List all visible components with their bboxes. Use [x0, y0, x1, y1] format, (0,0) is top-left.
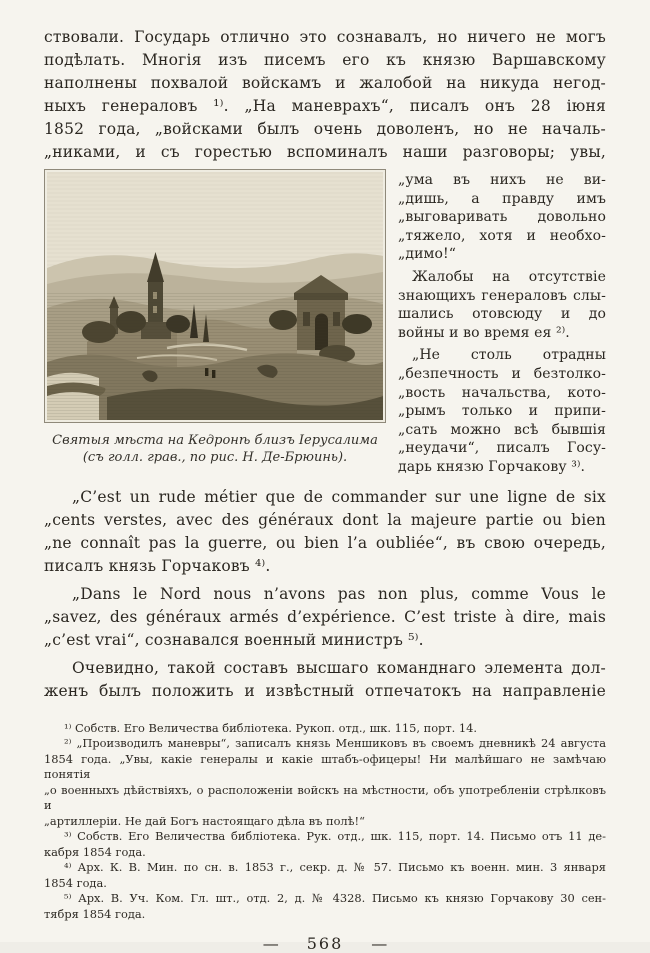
- text-line: „ума въ нихъ не ви-: [398, 172, 606, 188]
- footnote-5: [44, 891, 606, 922]
- text-line: „рымъ только и припи-: [398, 403, 606, 420]
- text-line: ¹⁾ Собств. Его Величества библіотека. Рукоп. отд., шк. 115, порт. 14.: [64, 720, 478, 735]
- text-line: ⁵⁾ Арх. В. Уч. Ком. Гл. шт., отд. 2, д. № 4328. Письмо къ князю Горчакову 30 сен-: [64, 891, 606, 905]
- text-line: тября 1854 года.: [44, 906, 146, 921]
- text-line: кабря 1854 года.: [44, 844, 146, 859]
- page-number-value: 568: [306, 934, 344, 953]
- kedron-engraving-art: [47, 172, 383, 420]
- page-number-dash-left: —: [262, 934, 279, 953]
- figure-caption-title: Святыя мѣста на Кедронѣ близъ Іерусалима: [52, 433, 378, 448]
- footnote-4: [44, 860, 606, 891]
- text-line: „безпечность и безтолко-: [398, 365, 606, 382]
- paragraph-intro: [44, 26, 606, 164]
- text-line: наполнены похвалой войскамъ и жалобой на никуда негод-: [44, 74, 606, 92]
- text-line: 1854 года.: [44, 875, 107, 890]
- footnote-1: [44, 721, 606, 737]
- text-line: 1852 года, „войсками былъ очень доволенъ, но не началь-: [44, 120, 606, 138]
- text-line: „c’est vrai“, сознавался военный министръ ⁵⁾.: [44, 630, 424, 649]
- paragraph-french-gorchakov: [44, 486, 606, 578]
- text-line: „никами, и съ горестью вспоминалъ наши разговоры; увы,: [44, 143, 606, 161]
- text-line: Очевидно, такой составъ высшаго команднаго элемента дол-: [72, 658, 606, 677]
- text-line: „тяжело, хотя и необхо-: [398, 227, 606, 244]
- text-line: ²⁾ „Производилъ маневры“, записалъ князь Меншиковъ въ своемъ дневникѣ 24 августа: [64, 736, 606, 750]
- text-line: „неудачи“, писалъ Госу-: [398, 440, 606, 457]
- text-line: подѣлать. Многія изъ писемъ его къ князю Варшавскому: [44, 51, 606, 69]
- text-line: дарь князю Горчакову ³⁾.: [398, 458, 586, 475]
- text-line: „вость начальства, кото-: [398, 384, 606, 401]
- text-line: знающихъ генераловъ слы-: [398, 287, 606, 304]
- text-line: ныхъ генераловъ ¹⁾. „На маневрахъ“, писалъ онъ 28 іюня: [44, 97, 606, 115]
- text-line: шались отовсюду и до: [398, 306, 606, 323]
- etch-texture: [47, 292, 383, 420]
- text-line: ⁴⁾ Арх. К. В. Мин. по сн. в. 1853 г., секр. д. № 57. Письмо къ военн. мин. 3 января: [64, 860, 606, 874]
- footnotes-section: [44, 721, 606, 923]
- text-line: писалъ князь Горчаковъ ⁴⁾.: [44, 556, 271, 575]
- text-line: ствовали. Государь отлично это сознавалъ, но ничего не могъ: [44, 28, 606, 46]
- text-line: „Dans le Nord nous n’avons pas non plus, comme Vous le: [72, 584, 606, 603]
- paragraph-french-minister: [44, 583, 606, 652]
- paragraph-complaints: [398, 268, 606, 342]
- footnote-2: [44, 736, 606, 829]
- paragraph-conclusion: [44, 657, 606, 703]
- text-line: „выговаривать довольно: [398, 209, 606, 226]
- text-line: „о военныхъ дѣйствіяхъ, о расположеніи войскъ на мѣстности, объ употребленіи стрѣлковъ и: [44, 782, 606, 812]
- page-body: [44, 26, 606, 703]
- text-line: „Не столь отрадны: [412, 347, 606, 364]
- figure-caption: [44, 432, 386, 466]
- text-line: „ne connaît pas la guerre, ou bien l’a oubliée“, въ свою очередь,: [44, 533, 606, 552]
- text-line: женъ былъ положить и извѣстный отпечатокъ на направленіе: [44, 681, 606, 700]
- engraving-figure: [44, 169, 386, 466]
- text-line: „C’est un rude métier que de commander sur une ligne de six: [72, 487, 606, 506]
- text-line: „дишь, а правду имъ: [398, 190, 606, 207]
- text-line: ³⁾ Собств. Его Величества библіотека. Рук. отд., шк. 115, порт. 14. Письмо отъ 11 де-: [64, 829, 606, 843]
- text-line: „cents verstes, avec des généraux dont la majeure partie ou bien: [44, 510, 606, 529]
- figure-caption-credit: (съ голл. грав., по рис. Н. Де-Брюинь).: [82, 450, 348, 465]
- text-line: 1854 года. „Увы, какіе генералы и какіе штабъ-офицеры! Ни малѣйшаго не замѣчаю понятія: [44, 751, 606, 781]
- side-column: [398, 169, 606, 477]
- footnote-3: [44, 829, 606, 860]
- text-line: „savez, des généraux armés d’expérience. C’est triste à dire, mais: [44, 607, 606, 626]
- text-line: „сать можно всѣ бывшія: [398, 421, 606, 438]
- figure-row: [44, 169, 606, 477]
- engraving-illustration: [44, 169, 386, 423]
- page-number-dash-right: —: [371, 934, 388, 953]
- paragraph-quote-maneuvers: [398, 171, 606, 264]
- text-line: Жалобы на отсутствіе: [412, 268, 606, 285]
- paragraph-quote-carelessness: [398, 346, 606, 476]
- text-line: войны и во время ея ²⁾.: [398, 324, 570, 341]
- page-number: [44, 934, 606, 953]
- text-line: „артиллеріи. Не дай Богъ настоящаго дѣла въ полѣ!“: [44, 813, 365, 828]
- text-line: „димо!“: [398, 246, 457, 263]
